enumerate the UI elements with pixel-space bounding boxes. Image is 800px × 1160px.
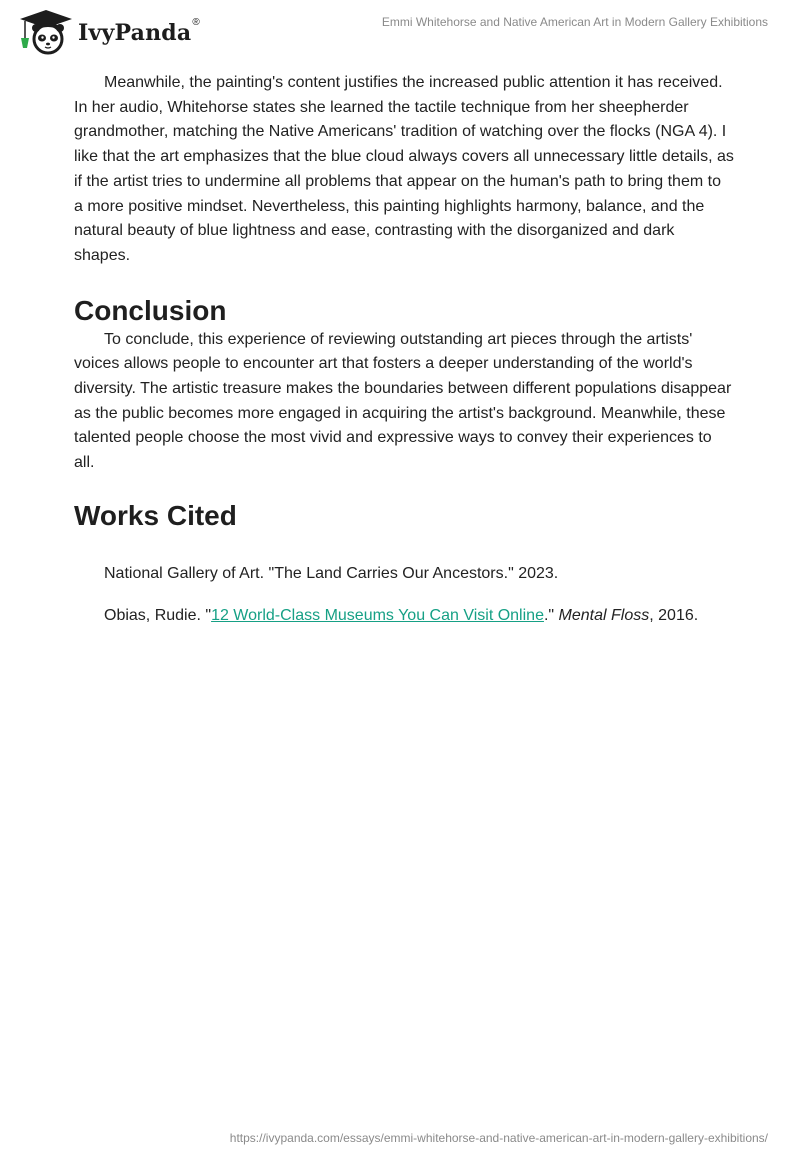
document-title: Emmi Whitehorse and Native American Art in Modern Gallery Exhibitions xyxy=(381,15,768,29)
citation-mid: ." xyxy=(543,606,559,624)
citation-entry xyxy=(74,604,734,629)
citation-link[interactable]: 12 World-Class Museums You Can Visit Online xyxy=(211,606,544,624)
brand-name: IvyPanda xyxy=(78,20,192,46)
citation-source: Mental Floss xyxy=(558,606,650,624)
conclusion-paragraph: To conclude, this experience of reviewing outstanding art pieces through the artists' voices allows people to encounter art that fosters a deeper understanding of the world's diversity. The artistic treasure makes the boundaries between different populations disappear as the public becomes more engaged in acquiring the artist's background. Meanwhile, these talented people choose the most vivid and expressive ways to convey their experiences to all. xyxy=(74,330,732,472)
citation-entry: National Gallery of Art. "The Land Carries Our Ancestors." 2023. xyxy=(104,564,559,582)
footer-url[interactable]: https://ivypanda.com/essays/emmi-whitehorse-and-native-american-art-in-modern-gallery-exhibitions/ xyxy=(229,1131,768,1145)
essay-content xyxy=(74,71,734,628)
panda-graduation-cap-icon xyxy=(16,8,76,56)
citation-prefix: Obias, Rudie. " xyxy=(104,606,212,624)
citation-suffix: , 2016. xyxy=(649,606,699,624)
registered-mark: ® xyxy=(192,16,200,28)
conclusion-heading: Conclusion xyxy=(74,294,227,326)
works-cited-heading: Works Cited xyxy=(74,499,237,531)
ivypanda-logo[interactable] xyxy=(16,8,200,56)
body-paragraph: Meanwhile, the painting's content justifies the increased public attention it has received. In her audio, Whitehorse states she learned the tactile technique from her sheepherder grandmother, matching the Native Americans' tradition of watching over the flocks (NGA 4). I like that the art emphasizes that the blue cloud always covers all unnecessary little details, as if the artist tries to undermine all problems that appear on the human's path to bring them to a more positive mindset. Nevertheless, this painting highlights harmony, balance, and the natural beauty of blue lightness and ease, contrasting with the disorganized and dark shapes. xyxy=(74,74,734,264)
